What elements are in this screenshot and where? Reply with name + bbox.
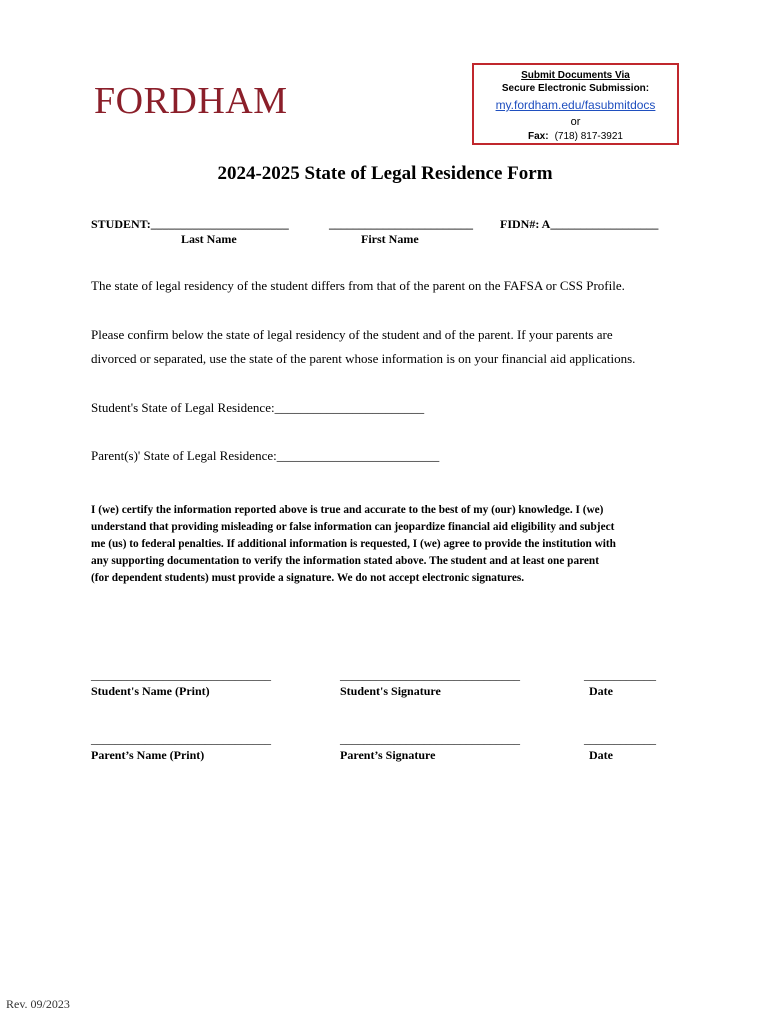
student-signature-caption: Student's Signature xyxy=(340,684,441,698)
student-label-blank[interactable]: STUDENT:_______________________ xyxy=(91,217,289,231)
cert-line: understand that providing misleading or false information can jeopardize financial aid eligibility and subject xyxy=(91,521,615,533)
student-name-line[interactable]: ______________________________ xyxy=(91,668,271,682)
cert-line: me (us) to federal penalties. If additional information is requested, I (we) agree to provide the institution with xyxy=(91,538,616,550)
residency-differs-text: The state of legal residency of the student differs from that of the parent on the FAFSA or CSS Profile. xyxy=(91,278,625,293)
cert-line: (for dependent students) must provide a signature. We do not accept electronic signatures. xyxy=(91,572,525,584)
submission-link[interactable]: my.fordham.edu/fasubmitdocs xyxy=(495,98,656,112)
cert-line: any supporting documentation to verify the information stated above. The student and at least one parent xyxy=(91,555,599,567)
student-name-caption: Student's Name (Print) xyxy=(91,684,210,698)
parent-name-caption: Parent’s Name (Print) xyxy=(91,748,205,762)
fax-number: (718) 817-3921 xyxy=(554,131,623,142)
certification-statement xyxy=(91,502,681,587)
parent-date-line[interactable]: ____________ xyxy=(584,732,656,746)
instructions-line2: divorced or separated, use the state of the parent whose information is on your financial aid applications. xyxy=(91,351,636,366)
fax-line xyxy=(474,131,677,142)
parent-name-line[interactable]: ______________________________ xyxy=(91,732,271,746)
fax-label: Fax: xyxy=(528,131,549,142)
student-date-caption: Date xyxy=(589,684,613,698)
student-signature-line[interactable]: ______________________________ xyxy=(340,668,520,682)
or-text: or xyxy=(570,116,581,128)
parent-date-caption: Date xyxy=(589,748,613,762)
revision-date: Rev. 09/2023 xyxy=(6,997,70,1011)
student-state-field[interactable]: Student's State of Legal Residence:_______________________ xyxy=(91,400,425,415)
instructions-line1: Please confirm below the state of legal residency of the student and of the parent. If your parents are xyxy=(91,327,613,342)
fidn-field[interactable]: FIDN#: A__________________ xyxy=(500,217,659,231)
first-name-caption: First Name xyxy=(361,232,419,246)
parent-signature-line[interactable]: ______________________________ xyxy=(340,732,520,746)
parent-signature-caption: Parent’s Signature xyxy=(340,748,436,762)
cert-line: I (we) certify the information reported above is true and accurate to the best of my (our) knowledge. I (we) xyxy=(91,504,604,516)
parent-state-field[interactable]: Parent(s)' State of Legal Residence:_________________________ xyxy=(91,448,440,463)
fordham-logo: FORDHAM xyxy=(94,80,288,122)
submit-heading: Submit Documents Via xyxy=(521,70,630,81)
last-name-caption: Last Name xyxy=(181,232,237,246)
submission-info-box xyxy=(472,63,679,145)
student-date-line[interactable]: ____________ xyxy=(584,668,656,682)
submit-subheading: Secure Electronic Submission: xyxy=(501,83,650,94)
form-title: 2024-2025 State of Legal Residence Form xyxy=(217,163,553,184)
first-name-blank[interactable]: ________________________ xyxy=(329,217,473,231)
